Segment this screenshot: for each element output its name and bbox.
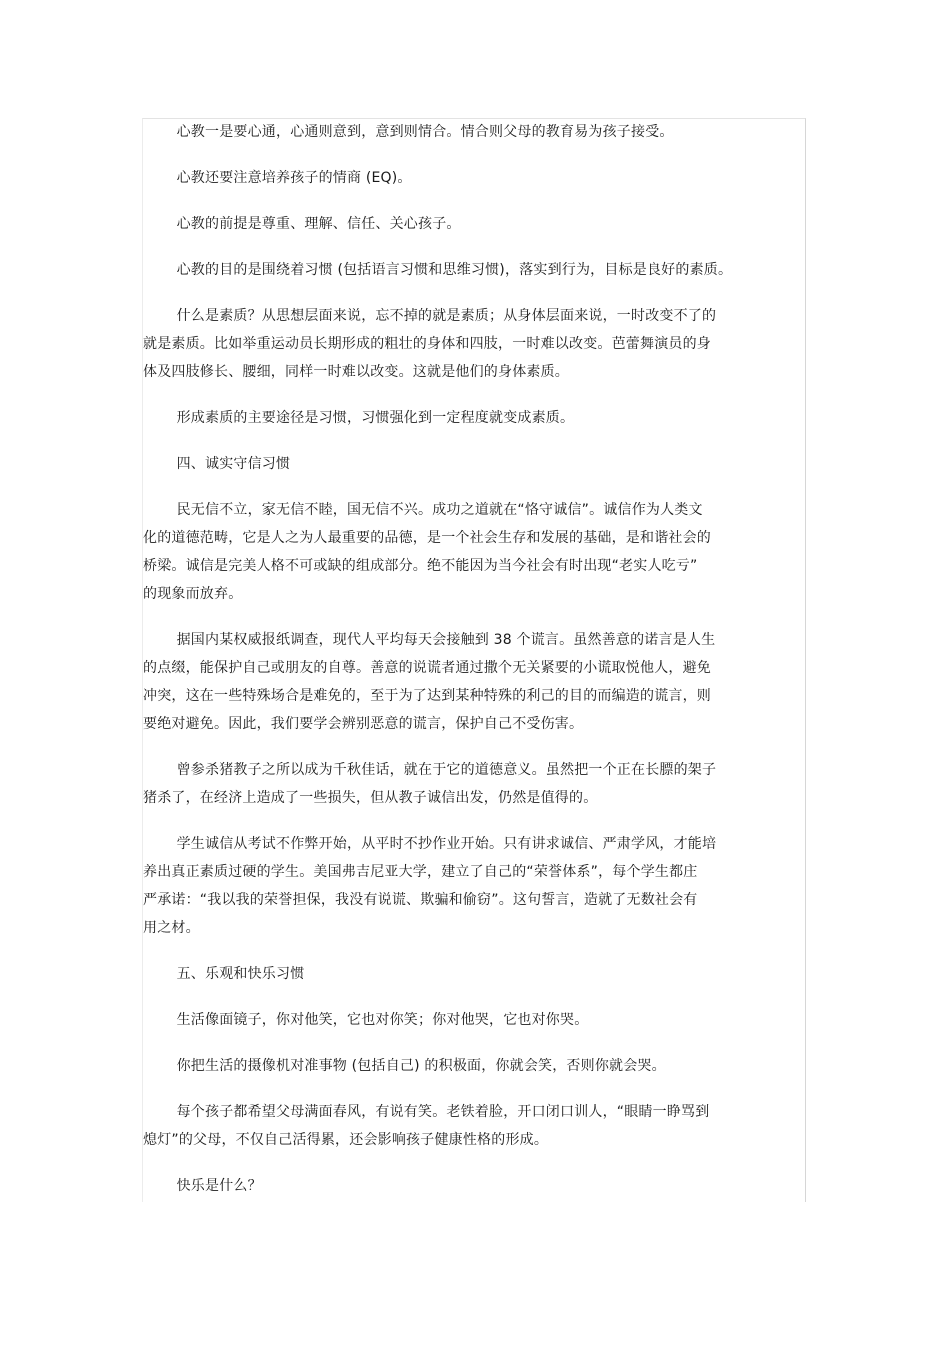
paragraph [143, 756, 805, 812]
text-line: 快乐是什么？ [176, 1178, 262, 1194]
paragraph [143, 1006, 805, 1034]
text-line: 心教的前提是尊重、理解、信任、关心孩子。 [176, 216, 461, 232]
text-line: 心教还要注意培养孩子的情商 (EQ)。 [176, 170, 412, 186]
paragraph [143, 626, 805, 738]
paragraph [143, 830, 805, 942]
paragraph [143, 1172, 805, 1200]
text-line: 民无信不立，家无信不睦，国无信不兴。成功之道就在“恪守诚信”。诚信作为人类文 [176, 502, 703, 518]
paragraph [143, 1098, 805, 1154]
paragraph [143, 302, 805, 386]
text-line: 要绝对避免。因此，我们要学会辨别恶意的谎言，保护自己不受伤害。 [143, 716, 584, 732]
text-line: 心教的目的是围绕着习惯 (包括语言习惯和思维习惯)，落实到行为，目标是良好的素质。 [176, 262, 733, 278]
text-line: 桥梁。诚信是完美人格不可或缺的组成部分。绝不能因为当今社会有时出现“老实人吃亏” [143, 558, 698, 574]
text-line: 曾参杀猪教子之所以成为千秋佳话，就在于它的道德意义。虽然把一个正在长膘的架子 [176, 762, 717, 778]
text-line: 什么是素质？从思想层面来说，忘不掉的就是素质；从身体层面来说，一时改变不了的 [176, 308, 717, 324]
text-line: 心教一是要心通，心通则意到，意到则情合。情合则父母的教育易为孩子接受。 [176, 124, 674, 140]
text-line: 体及四肢修长、腰细，同样一时难以改变。这就是他们的身体素质。 [143, 364, 569, 380]
paragraph [143, 210, 805, 238]
text-line: 就是素质。比如举重运动员长期形成的粗壮的身体和四肢，一时难以改变。芭蕾舞演员的身 [143, 336, 711, 352]
text-line: 的现象而放弃。 [143, 586, 243, 602]
text-line: 四、诚实守信习惯 [176, 456, 291, 472]
text-line: 五、乐观和快乐习惯 [176, 966, 305, 982]
paragraph [143, 496, 805, 608]
text-line: 据国内某权威报纸调查，现代人平均每天会接触到 38 个谎言。虽然善意的诺言是人生 [176, 632, 716, 648]
document-body [143, 118, 805, 1200]
text-line: 用之材。 [143, 920, 200, 936]
paragraph [143, 404, 805, 432]
paragraph [143, 256, 805, 284]
text-line: 严承诺：“我以我的荣誉担保，我没有说谎、欺骗和偷窃”。这句誓言，造就了无数社会有 [143, 892, 698, 908]
section-heading [143, 960, 805, 988]
text-line: 的点缀，能保护自己或朋友的自尊。善意的说谎者通过撒个无关紧要的小谎取悦他人，避免 [143, 660, 711, 676]
text-line: 熄灯”的父母，不仅自己活得累，还会影响孩子健康性格的形成。 [143, 1132, 549, 1148]
text-line: 生活像面镜子，你对他笑，它也对你笑；你对他哭，它也对你哭。 [176, 1012, 589, 1028]
text-line: 每个孩子都希望父母满面春风，有说有笑。老铁着脸，开口闭口训人，“眼睛一睁骂到 [176, 1104, 710, 1120]
text-line: 形成素质的主要途径是习惯，习惯强化到一定程度就变成素质。 [176, 410, 575, 426]
text-line: 学生诚信从考试不作弊开始，从平时不抄作业开始。只有讲求诚信、严肃学风，才能培 [176, 836, 717, 852]
text-line: 冲突，这在一些特殊场合是难免的，至于为了达到某种特殊的利己的目的而编造的谎言，则 [143, 688, 711, 704]
text-line: 化的道德范畴，它是人之为人最重要的品德，是一个社会生存和发展的基础，是和谐社会的 [143, 530, 711, 546]
paragraph [143, 1052, 805, 1080]
text-line: 养出真正素质过硬的学生。美国弗吉尼亚大学，建立了自己的“荣誉体系”，每个学生都庄 [143, 864, 698, 880]
section-heading [143, 450, 805, 478]
paragraph [143, 118, 805, 146]
text-line: 你把生活的摄像机对准事物 (包括自己) 的积极面，你就会笑，否则你就会哭。 [176, 1058, 666, 1074]
paragraph [143, 164, 805, 192]
text-line: 猪杀了，在经济上造成了一些损失，但从教子诚信出发，仍然是值得的。 [143, 790, 598, 806]
